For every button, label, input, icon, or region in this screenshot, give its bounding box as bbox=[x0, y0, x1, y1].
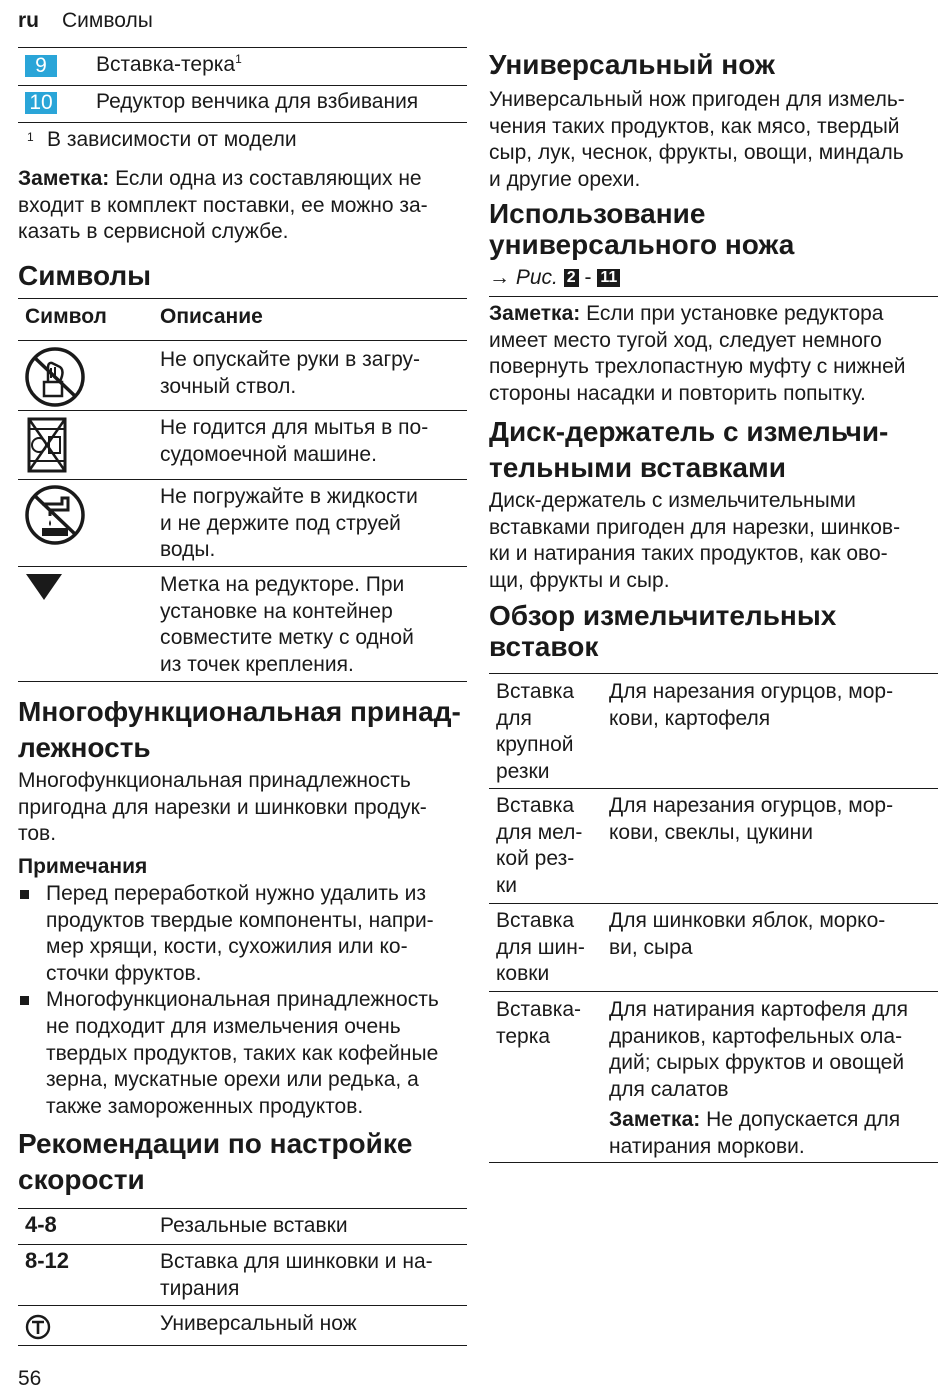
table-rule bbox=[489, 903, 938, 904]
figure-number-badge: 2 bbox=[564, 269, 579, 287]
triangle-marker-icon bbox=[24, 572, 64, 602]
table-rule bbox=[489, 673, 938, 674]
note-label: Заметка: bbox=[18, 167, 110, 190]
part-label: Вставка-терка$^1$ bbox=[96, 52, 242, 76]
table-rule bbox=[18, 47, 467, 48]
part-label: Редуктор венчика для взбивания bbox=[96, 90, 419, 113]
part-number-badge: 9 bbox=[25, 55, 57, 77]
rule bbox=[489, 296, 938, 297]
speed-description: Универсальный нож bbox=[160, 1312, 357, 1335]
no-immersion-icon bbox=[24, 484, 86, 546]
note-paragraph: Заметка: Если при установке редуктора имеет место тугой ход, следует немного повернуть трехлопастную муфту с нижней стороны насадки и повторить попытку. bbox=[489, 302, 906, 405]
note-line: казать в сервисной службе. bbox=[18, 220, 289, 244]
turbo-t-icon bbox=[25, 1314, 51, 1340]
insert-description: Для шинковки яблок, морко- ви, сыра bbox=[609, 909, 886, 959]
table-rule bbox=[18, 681, 467, 682]
bullet-square-icon bbox=[20, 890, 29, 899]
footnote-mark: 1 bbox=[27, 130, 34, 144]
note-label: Заметка: bbox=[489, 302, 581, 325]
note-line: входит в комплект поставки, ее можно за- bbox=[18, 193, 428, 217]
speed-setting: 4-8 bbox=[25, 1212, 57, 1237]
notes-heading: Примечания bbox=[18, 855, 148, 878]
section-heading-symbols: Символы bbox=[18, 260, 152, 291]
universal-knife-body: Универсальный нож пригоден для измель- чения таких продуктов, как мясо, твердый сыр, лук, чеснок, фрукты, овощи, миндаль и другие орехи. bbox=[489, 88, 905, 191]
figure-reference: → Рис. 2 - 11 bbox=[489, 265, 620, 292]
insert-name: Вставка- терка bbox=[496, 998, 582, 1048]
table-rule bbox=[18, 122, 467, 123]
symbol-description: Не годится для мытья в по- судомоечной машине. bbox=[160, 416, 429, 466]
language-code: ru bbox=[18, 9, 39, 32]
section-heading-inserts: Обзор измельчительных вставок bbox=[489, 600, 837, 662]
note-line: Если одна из составляющих не bbox=[115, 167, 422, 190]
column-header-symbol: Символ bbox=[25, 305, 107, 328]
disc-holder-body: Диск-держатель с измельчительными вставками пригоден для нарезки, шинков- ки и натирания таких продуктов, как ово- щи, фрукты и сыр. bbox=[489, 489, 901, 592]
part-number-badge: 10 bbox=[25, 92, 57, 114]
table-rule bbox=[18, 85, 467, 86]
running-header-title: Символы bbox=[62, 9, 153, 32]
bullet-square-icon bbox=[20, 996, 29, 1005]
list-item: Многофункциональная принадлежность не подходит для измельчения очень твердых продуктов, таких как кофейные зерна, мускатные орехи или редька, а также замороженных продуктов. bbox=[18, 987, 470, 1120]
figure-number-badge: 11 bbox=[597, 269, 620, 287]
list-item: Перед переработкой нужно удалить из продуктов твердые компоненты, напри- мер хрящи, кости, сухожилия или ко- сточки фруктов. bbox=[18, 881, 470, 987]
insert-name: Вставка для крупной резки bbox=[496, 680, 575, 783]
symbol-description: Метка на редукторе. При установке на контейнер совместите метку с одной из точек крепления. bbox=[160, 573, 414, 676]
insert-name: Вставка для шин- ковки bbox=[496, 909, 585, 986]
table-rule bbox=[18, 1208, 467, 1209]
table-rule bbox=[18, 410, 467, 411]
page-number: 56 bbox=[18, 1367, 42, 1390]
table-rule bbox=[18, 298, 467, 299]
table-rule bbox=[18, 340, 467, 341]
no-hands-in-chute-icon bbox=[24, 346, 86, 408]
symbol-description: Не погружайте в жидкости и не держите под струей воды. bbox=[160, 485, 418, 562]
note-label: Заметка: bbox=[609, 1108, 701, 1132]
table-rule bbox=[18, 1345, 467, 1346]
table-rule bbox=[18, 1244, 467, 1245]
table-rule bbox=[489, 1162, 938, 1163]
footnote-text: В зависимости от модели bbox=[47, 128, 297, 151]
section-heading-speed: Рекомендации по настройке скорости bbox=[18, 1128, 413, 1195]
multifunction-body: Многофункциональная принадлежность пригодна для нарезки и шинковки продук- тов. bbox=[18, 769, 427, 846]
note-paragraph bbox=[18, 166, 467, 246]
not-dishwasher-safe-icon bbox=[26, 416, 68, 474]
section-heading-knife-usage: Использование универсального ножа bbox=[489, 198, 795, 260]
section-heading-disc-holder: Диск-держатель с измельчи- тельными вставками bbox=[489, 416, 889, 483]
insert-description: Для нарезания огурцов, мор- кови, картофеля bbox=[609, 680, 894, 730]
symbol-description: Не опускайте руки в загру- зочный ствол. bbox=[160, 348, 421, 398]
speed-description: Резальные вставки bbox=[160, 1214, 348, 1237]
table-rule bbox=[489, 991, 938, 992]
notes-list bbox=[18, 881, 470, 1120]
table-rule bbox=[18, 1305, 467, 1306]
speed-description: Вставка для шинковки и на- тирания bbox=[160, 1250, 433, 1300]
insert-name: Вставка для мел- кой рез- ки bbox=[496, 794, 583, 897]
section-heading-multifunction: Многофункциональная принад- лежность bbox=[18, 696, 461, 763]
insert-description: Для нарезания огурцов, мор- кови, свеклы, цукини bbox=[609, 794, 894, 844]
table-rule bbox=[18, 566, 467, 567]
speed-setting: 8-12 bbox=[25, 1248, 70, 1273]
section-heading-universal-knife: Универсальный нож bbox=[489, 49, 775, 80]
arrow-right-icon: → bbox=[489, 266, 510, 289]
table-rule bbox=[489, 788, 938, 789]
note-paragraph: Заметка: Не допускается для bbox=[609, 1108, 901, 1132]
column-header-description: Описание bbox=[160, 305, 263, 328]
insert-description: Для натирания картофеля для драников, картофельных ола- дий; сырых фруктов и овощей для салатов Заметка: Не допускается для натирания моркови. bbox=[609, 997, 939, 1161]
table-rule bbox=[18, 479, 467, 480]
